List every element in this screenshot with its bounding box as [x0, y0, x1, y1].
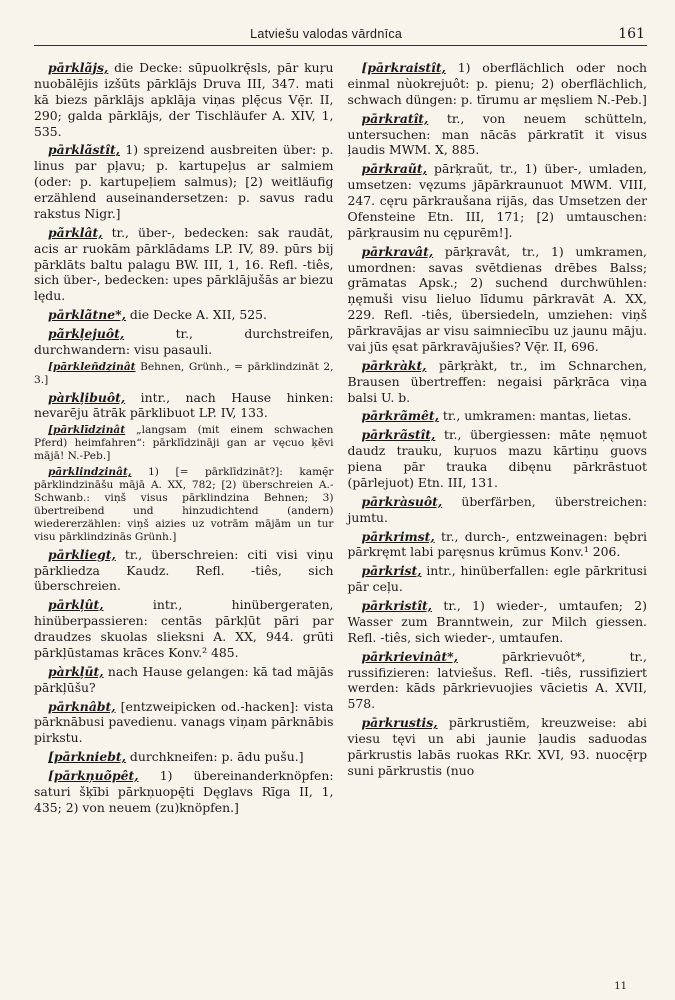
dictionary-entry: [34, 307, 334, 323]
entry-headword: pārkratît,: [361, 110, 429, 126]
entry-headword: pãrklât,: [48, 224, 103, 240]
dictionary-entry: [348, 427, 648, 491]
entry-headword: pārklindzinât,: [48, 466, 132, 479]
entry-definition: tr., durch-, entzweinagen: bębri pārkręmt labi paręsnus krūmus Konv.¹ 206.: [347, 528, 647, 560]
entry-definition: pārķravât, tr., 1) umkramen, umordnen: savas svētdienas drēbes Balss; grāmatas Apsk.; 2) suchend durchwühlen: ņęmuši visu lieluo līdumu pārkravāt A. XX, 229. Refl. -tiês, übersiedeln, umziehen: viņš pārkravājas ar visu saimniecību uz jaunu māju. vai jūs ęsat pārkravājušies? Vę̄r. II, 696.: [347, 243, 647, 354]
entry-headword: pārkrãmêt,: [361, 408, 439, 424]
entry-definition: tr., 1) wieder-, umtaufen; 2) Wasser zum Branntwein, zur Milch giessen. Refl. -tiês, sich wieder-, umtaufen.: [347, 598, 647, 645]
entry-definition: Behnen, Grünh., = pārklindzināt 2, 3.]: [34, 360, 334, 386]
entry-definition: tr., durchstreifen, durchwandern: visu pasauli.: [34, 326, 334, 357]
entry-headword: pārkliegt,: [48, 546, 116, 562]
entry-headword: pārkraũt,: [361, 161, 427, 177]
dictionary-entry: [348, 244, 648, 355]
entry-definition: die Decke: sūpuolkrę̄sls, pār kuŗu nuobālējis izšūts pārklājs Druva III, 347. mati kā biezs pārklājs apklāja viņas plę̄cus Vę̄r. II, 290; galda pārklājs, der Tischläufer A. XIV, 1, 535.: [34, 60, 334, 139]
entry-headword: pārkràsuôt,: [361, 493, 443, 509]
entry-headword: pārkrist,: [361, 563, 422, 579]
entry-headword: [pārkniebt,: [48, 749, 126, 765]
page-header: [34, 26, 647, 46]
dictionary-entry: [348, 60, 648, 108]
entry-headword: pàrkļūt,: [48, 663, 104, 679]
entry-definition: pārkrustiẽm, kreuzweise: abi viesu tęvi un abi jaunie ļaudis saduodas pārkrustis labās ruokas RKr. XVI, 93. nuocę̄rp suni pārkrustis (nuo: [347, 715, 647, 778]
dictionary-entry: [348, 358, 648, 406]
entry-definition: 1) [= pārklīdzināt?]: kamę̄r pārklindzināšu mājā A. XX, 782; [2) überschreien A.-Schwanb.: viņš visus pārklindzina Behnen; 3) übertreibend und hinzudichtend (andern) wiedererzählen: viņš aizies uz votrām mājām un tur visu pārklindzinās Grünh.]: [34, 466, 334, 543]
entry-headword: [pārkraistît,: [361, 60, 446, 75]
entry-headword: pārklãtne*,: [48, 307, 126, 323]
entry-definition: pārkrievuôt*, tr., russifizieren: latviešus. Refl. -tiês, russifiziert werden: kāds pārkrievuojies vācietis A. XVII, 578.: [347, 648, 647, 712]
dictionary-entry: [34, 749, 334, 765]
dictionary-entry: [34, 466, 334, 544]
entry-headword: pārklãjs,: [48, 60, 109, 75]
dictionary-entry: [34, 142, 334, 221]
two-columns: [34, 60, 647, 819]
entry-headword: pārkrievinât*,: [361, 648, 458, 664]
dictionary-entry: [34, 424, 334, 463]
entry-headword: pārkràkt,: [361, 357, 427, 373]
dictionary-entry: [348, 563, 648, 595]
entry-headword: pārkļût,: [48, 597, 104, 613]
dictionary-entry: [34, 225, 334, 304]
dictionary-entry: [34, 547, 334, 595]
entry-headword: pãrkļejuôt,: [48, 326, 125, 341]
entry-headword: pàrkļibuôt,: [48, 389, 126, 405]
entry-definition: tr., über-, bedecken: sak raudāt, acis ar ruokām pārklādams LP. IV, 89. pūrs bij pārklāts baltu palagu BW. III, 1, 16. Refl. -tiês, sich über-, bedecken: upes pārklājušās ar biezu lędu.: [34, 224, 334, 304]
dictionary-entry: [348, 598, 648, 646]
entry-headword: pārkrãstît,: [361, 427, 436, 443]
dictionary-entry: [34, 326, 334, 358]
entry-definition: 1) übereinanderknöpfen: saturi šķībi pārkņuopę̄ti Dęglavs Rīga II, 1, 435; 2) von neuem (zu)knöpfen.]: [34, 768, 334, 815]
entry-definition: [entzweipicken od.-hacken]: vista pārknābusi pavedienu. vanags viņam pārknābis pirkstu.: [34, 698, 334, 746]
entry-headword: pārklãstît,: [48, 142, 120, 158]
entry-definition: 1) spreizend ausbreiten über: p. linus par pļavu; p. kartupeļus ar salmiem (oder: p. kartupeļiem salmus); [2) weitläufig erzählend auseinandersetzen: p. savus radu rakstus Nigr.]: [34, 142, 334, 221]
entry-definition: pārķràkt, tr., im Schnarchen, Brausen übertreffen: negaisi pārķrāca viņa balsi U. b.: [347, 357, 647, 405]
running-title: Latviešu valodas vārdnīca: [250, 27, 403, 41]
entry-definition: intr., nach Hause hinken: nevarēju ātrāk pārklibuot LP. IV, 133.: [34, 389, 334, 421]
entry-headword: pārkravât,: [361, 243, 434, 259]
entry-headword: pārknâbt,: [48, 698, 116, 714]
dictionary-entry: [348, 649, 648, 713]
entry-headword: [pārklīdzinât: [48, 424, 126, 437]
entry-definition: die Decke A. XII, 525.: [125, 307, 267, 323]
dictionary-entry: [34, 361, 334, 387]
dictionary-entry: [348, 161, 648, 240]
dictionary-entry: [348, 494, 648, 526]
entry-definition: überfärben, überstreichen: jumtu.: [347, 493, 647, 525]
entry-headword: pārkrimst,: [361, 528, 435, 544]
entry-definition: intr., hinübergeraten, hinüberpassieren: centās pārkļūt pāri par draudzes skuolas slieksni A. XX, 944. grūti pārkļūstamas krāces Konv.² 485.: [34, 597, 334, 660]
entry-headword: [pārkleñdzinât: [48, 360, 136, 373]
entry-headword: pārkrustis,: [361, 715, 438, 731]
dictionary-entry: [34, 390, 334, 422]
entry-definition: tr., von neuem schütteln, untersuchen: man nācās pārkratīt it visus ļaudis MWM. X, 885.: [347, 110, 647, 158]
signature-mark: 11: [614, 981, 627, 992]
dictionary-entry: [348, 529, 648, 561]
dictionary-entry: [34, 60, 334, 139]
entry-definition: intr., hinüberfallen: egle pārkritusi pār ceļu.: [347, 563, 647, 595]
dictionary-entry: [34, 699, 334, 747]
dictionary-entry: [34, 664, 334, 696]
entry-definition: „langsam (mit einem schwachen Pferd) heimfahren“: pārklīdzināji gan ar vęcuo ķēvi mājā! N.-Peb.]: [34, 424, 334, 463]
entry-definition: tr., überschreien: citi visi viņu pārkliedza Kaudz. Refl. -tiês, sich überschreien.: [34, 546, 334, 594]
entry-definition: durchkneifen: p. ādu pušu.]: [125, 749, 304, 765]
entry-definition: 1) oberflächlich oder noch einmal nùokrejuôt: p. pienu; 2) oberflächlich, schwach düngen: p. tīrumu ar męsliem N.-Peb.]: [347, 60, 647, 107]
entry-definition: tr., übergiessen: māte ņęmuot daudz trauku, kuŗuos mazu kārtiņu guovs piena pār trauka dibęnu pārkrāstuot (pārlejuot) Etn. III, 131.: [347, 427, 647, 490]
entry-headword: [pārkņuõpêt,: [48, 768, 139, 784]
dictionary-entry: [34, 768, 334, 816]
page-number: 161: [618, 26, 645, 42]
right-column: [348, 60, 648, 819]
entry-definition: nach Hause gelangen: kā tad mājās pārkļūšu?: [34, 663, 334, 695]
dictionary-entry: [348, 408, 648, 424]
entry-headword: pārkristît,: [361, 598, 432, 613]
dictionary-entry: [348, 111, 648, 159]
entry-definition: pārķraũt, tr., 1) über-, umladen, umsetzen: vęzums jāpārkraunuot MWM. VIII, 247. cęru pārkraušana rijās, das Umsetzen der Ofensteine Etn. III, 171; [2) umtauschen: pārķrausim nu cępurēm!].: [347, 161, 647, 240]
entry-definition: tr., umkramen: mantas, lietas.: [438, 408, 632, 424]
left-column: [34, 60, 334, 819]
dictionary-entry: [348, 715, 648, 779]
dictionary-entry: [34, 597, 334, 661]
